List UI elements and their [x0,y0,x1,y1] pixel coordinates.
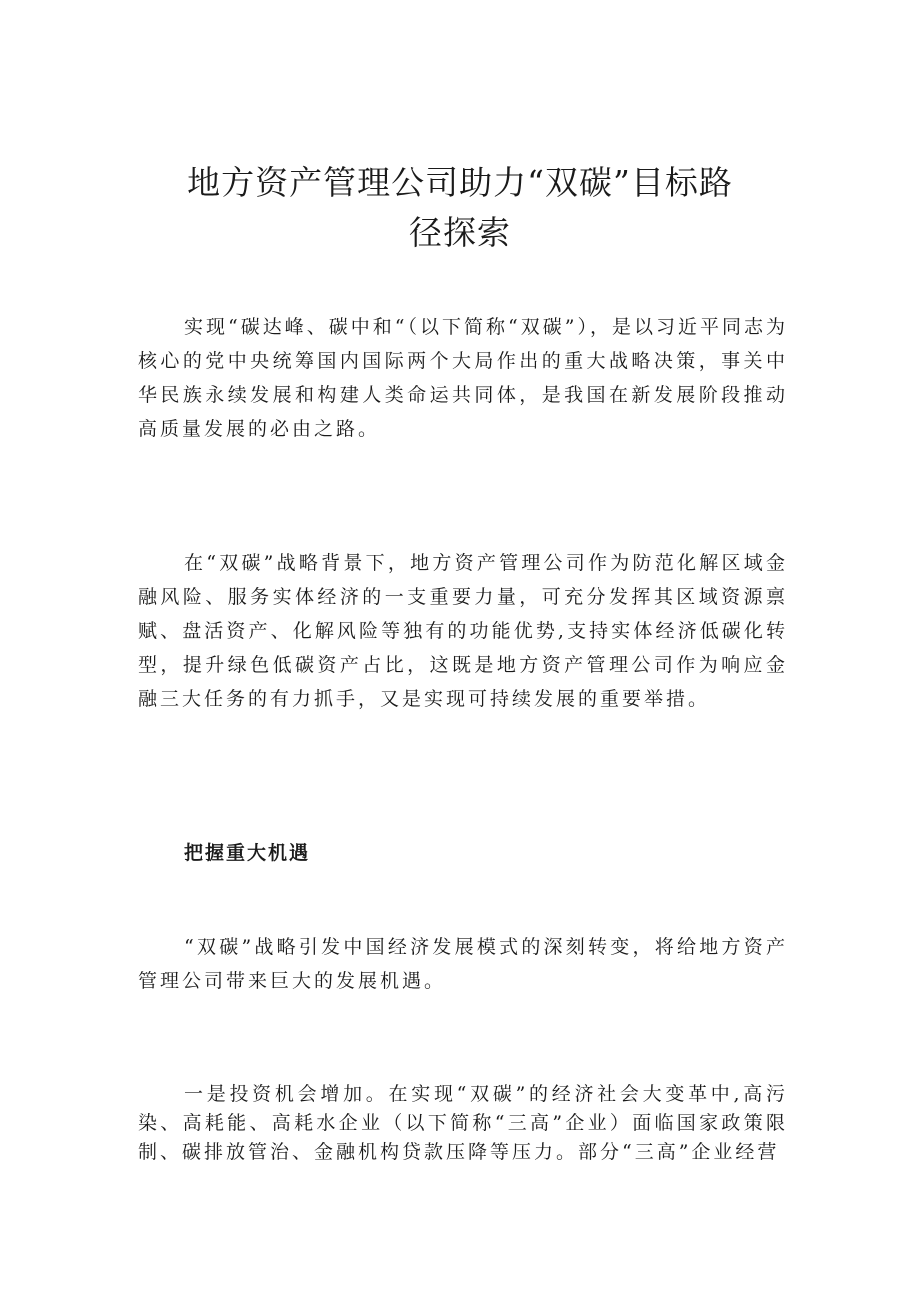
document-title-line-2: 径探索 [409,213,511,252]
paragraph-background: 在“双碳”战略背景下，地方资产管理公司作为防范化解区域金融风险、服务实体经济的一支重要力量，可充分发挥其区域资源禀赋、盘活资产、化解风险等独有的功能优势,支持实体经济低碳化转型，提升绿色低碳资产占比，这既是地方资产管理公司作为响应金融三大任务的有力抓手，又是实现可持续发展的重要举措。 [138,552,788,710]
paragraph-opportunity: “双碳”战略引发中国经济发展模式的深刻转变，将给地方资产管理公司带来巨大的发展机遇。 [138,936,788,992]
section-heading: 把握重大机遇 [184,842,311,864]
document-title-line-1: 地方资产管理公司助力“双碳”目标路 [187,163,733,202]
paragraph-investment: 一是投资机会增加。在实现“双碳”的经济社会大变革中,高污染、高耗能、高耗水企业（以下简称“三高”企业）面临国家政策限制、碳排放管治、金融机构贷款压降等压力。部分“三高”企业经营 [138,1083,788,1163]
paragraph-intro: 实现“碳达峰、碳中和“（以下简称“双碳”），是以习近平同志为核心的党中央统筹国内国际两个大局作出的重大战略决策，事关中华民族永续发展和构建人类命运共同体，是我国在新发展阶段推动高质量发展的必由之路。 [138,316,788,440]
